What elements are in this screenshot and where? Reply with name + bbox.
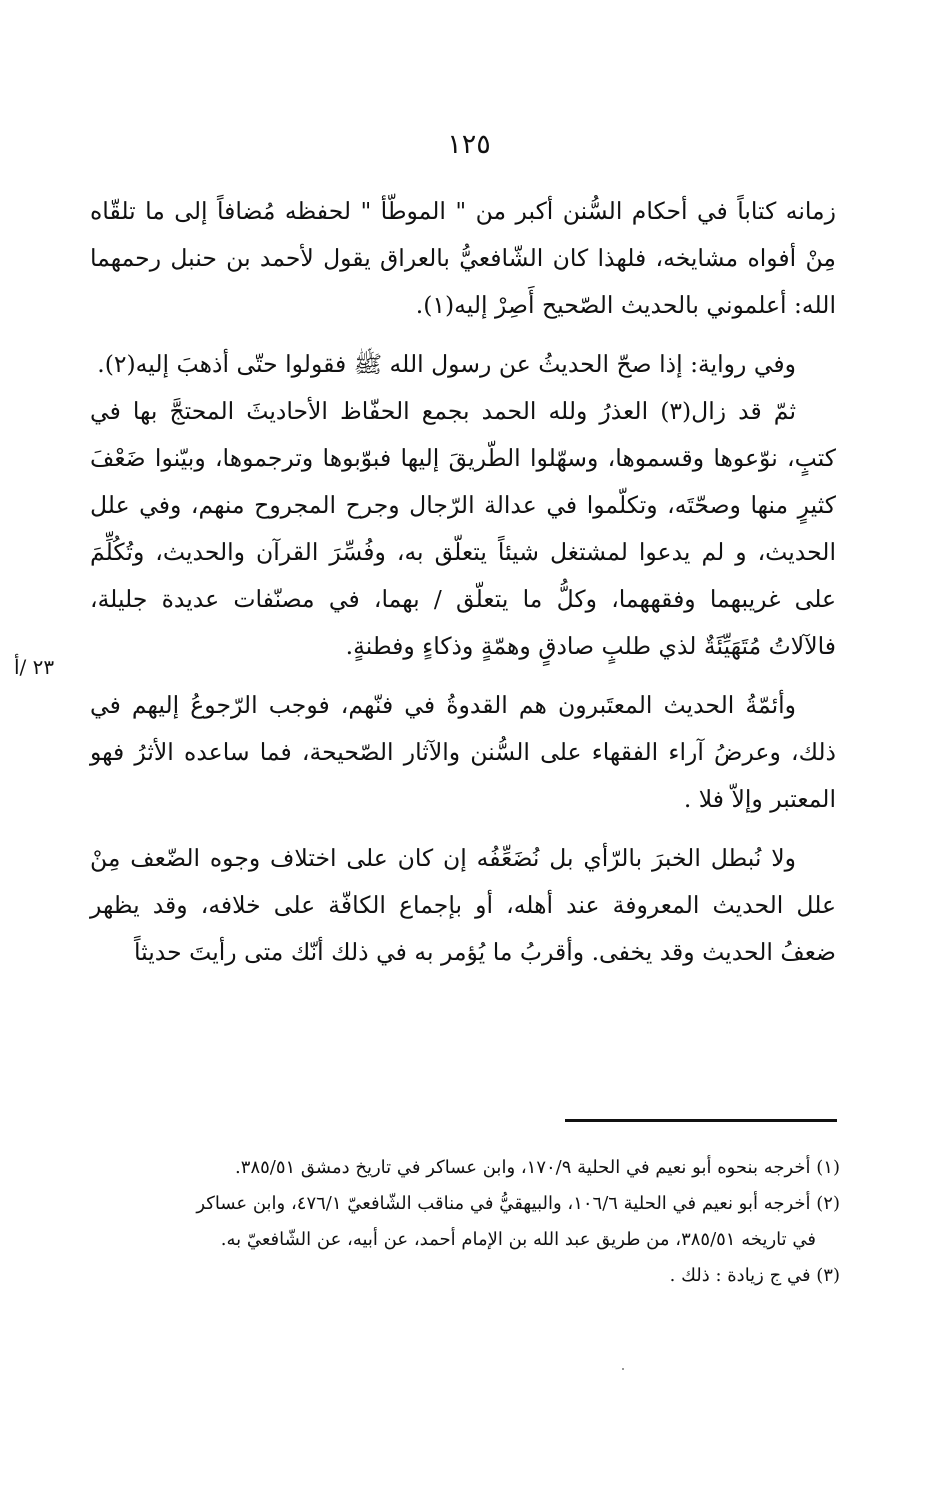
footnotes (90, 1150, 840, 1294)
main-text (90, 188, 836, 976)
paragraph-5: ولا نُبطل الخبرَ بالرّأي بل نُضَعِّفُه إن كان على اختلاف وجوه الضّعف مِنْ علل الحديث المعروفة عند أهله، أو بإجماع الكافّة على خلافه، وقد يظهر ضعفُ الحديث وقد يخفى. وأقربُ ما يُؤمر به في ذلك أنّك متى رأيتَ حديثاً (90, 844, 836, 966)
footnote-2-continuation: في تاريخه ٣٨٥/٥١، من طريق عبد الله بن الإمام أحمد، عن أبيه، عن الشّافعيّ به. (220, 1229, 816, 1250)
footnote-1: (١) أخرجه بنحوه أبو نعيم في الحلية ١٧٠/٩، وابن عساكر في تاريخ دمشق ٣٨٥/٥١. (235, 1157, 840, 1178)
margin-note: ٢٣ /أ (14, 655, 55, 679)
paragraph-4: وأئمّةُ الحديث المعتَبرون هم القدوةُ في فنّهم، فوجب الرّجوعُ إليهم في ذلك، وعرضُ آراء الفقهاء على السُّنن والآثار الصّحيحة، فما ساعده الأثرُ فهو المعتبر وإلاّ فلا . (90, 691, 836, 813)
scan-speck (622, 1368, 624, 1370)
paragraph-3: ثمّ قد زال(٣) العذرُ ولله الحمد بجمع الحفّاظ الأحاديثَ المحتجَّ بها في كتبٍ، نوّعوها وقسموها، وسهّلوا الطّريقَ إليها فبوّبوها وترجموها، وبيّنوا ضَعْفَ كثيرٍ منها وصحّتَه، وتكلّموا في عدالة الرّجال وجرح المجروح منهم، وفي علل الحديث، و لم يدعوا لمشتغل شيئاً يتعلّق به، وفُسِّرَ القرآن والحديث، وتُكُلِّمَ على غريبهما وفقههما، وكلُّ ما يتعلّق / بهما، في مصنّفات عديدة جليلة، فالآلاتُ مُتَهَيِّئَةٌ لذي طلبٍ صادقٍ وهمّةٍ وذكاءٍ وفطنةٍ. (90, 397, 836, 660)
page-number: ١٢٥ (447, 129, 491, 160)
paragraph-1: زمانه كتاباً في أحكام السُّنن أكبر من " الموطّأ " لحفظه مُضافاً إلى ما تلقّاه مِنْ أفواه مشايخه، فلهذا كان الشّافعيُّ بالعراق يقول لأحمد بن حنبل رحمهما الله: أعلموني بالحديث الصّحيح أَصِرْ إليه(١). (90, 197, 836, 319)
paragraph-2: وفي رواية: إذا صحّ الحديثُ عن رسول الله ﷺ فقولوا حتّى أذهبَ إليه(٢). (97, 350, 796, 378)
footnote-2: (٢) أخرجه أبو نعيم في الحلية ١٠٦/٦، والبيهقيُّ في مناقب الشّافعيّ ٤٧٦/١، وابن عساكر (196, 1193, 840, 1214)
footnote-divider (565, 1119, 837, 1122)
footnote-3: (٣) في ج زيادة : ذلك . (669, 1265, 840, 1286)
